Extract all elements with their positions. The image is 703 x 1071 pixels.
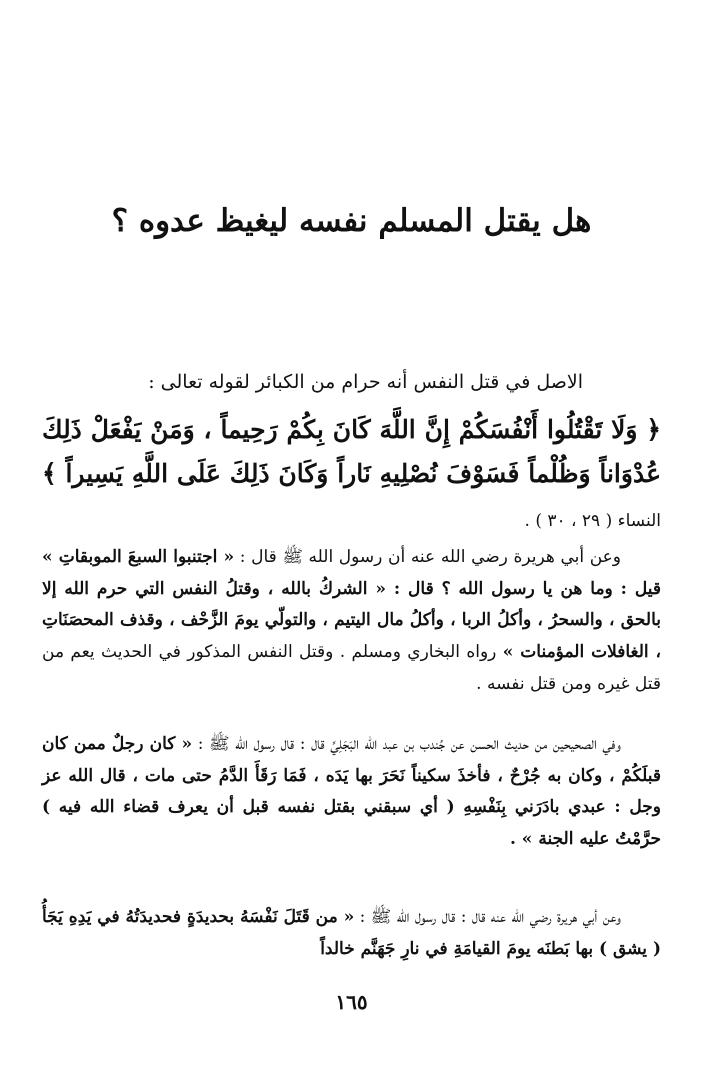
hadith-1-source: رواه البخاري ومسلم .: [339, 642, 503, 663]
hadith-2-quote: « كان رجلٌ ممن كان قبلَكُمْ ، وكان به جُرْحٌ ، فأخذَ سكيناً نَحَرَ بها يَدَه ، فَمَا رَقَأَ الدَّمُ حتى مات ، قال الله عز وجل : عبدي بادَرَني بِنَفْسِهِ ( أي سبقني بقتل نفسه قبل أن يعرف قضاء الله فيه ) حرَّمْتُ عليه الجنة » .: [42, 734, 661, 850]
hadith-paragraph-3: [42, 902, 661, 965]
hadith-3-quote: « من قَتَلَ نَفْسَهُ بحديدَةٍ فحديدَتُهُ في يَدِهِ يَجَأُ ( يشق ) بها بَطنَه يومَ القيامَةِ في نارِ جَهَنَّم خالداً: [42, 907, 661, 959]
hadith-paragraph-1: [42, 542, 661, 701]
hadith-1-intro: وعن أبي هريرة رضي الله عنه أن رسول الله ﷺ قال :: [234, 547, 622, 567]
page-number: ١٦٥: [335, 990, 368, 1014]
verse-reference: النساء ( ٢٩ ، ٣٠ ) .: [524, 511, 661, 531]
hadith-1-note: وقتل النفس المذكور في الحديث يعم من قتل غيره ومن قتل نفسه .: [42, 642, 661, 694]
verse-text: ﴿ وَلَا تَقْتُلُوا أَنْفُسَكُمْ إِنَّ اللَّهَ كَانَ بِكُمْ رَحِيماً ، وَمَنْ يَفْعَلْ ذَلِكَ عُدْوَاناً وَظُلْماً فَسَوْفَ نُصْلِيهِ نَاراً وَكَانَ ذَلِكَ عَلَى اللَّهِ يَسِيراً ﴾: [42, 415, 661, 488]
quran-verse: [42, 408, 661, 543]
page-title: هل يقتل المسلم نفسه ليغيظ عدوه ؟: [111, 203, 592, 239]
hadith-paragraph-2: [42, 729, 661, 856]
hadith-3-intro: وعن أبي هريرة رضي الله عنه قال : قال رسول الله ﷺ :: [354, 907, 621, 927]
intro-paragraph: الاصل في قتل النفس أنه حرام من الكبائر لقوله تعالى :: [148, 371, 583, 393]
hadith-1-quote: « اجتنبوا السبعَ الموبقاتِ » قيل : وما هن يا رسول الله ؟ قال : « الشركُ بالله ، وقتلُ النفس التي حرم الله إلا بالحق ، والسحرُ ، وأكلُ الربا ، وأكلُ مال اليتيم ، والتولّي يومَ الزَّحْف ، وقذف المحصَنَاتِ ، الغافلات المؤمنات »: [42, 547, 661, 663]
hadith-2-intro: وفي الصحيحين من حديث الحسن عن جُندب بن عبد الله البَجَلِيِّ قال : قال رسول الله ﷺ :: [192, 734, 621, 754]
